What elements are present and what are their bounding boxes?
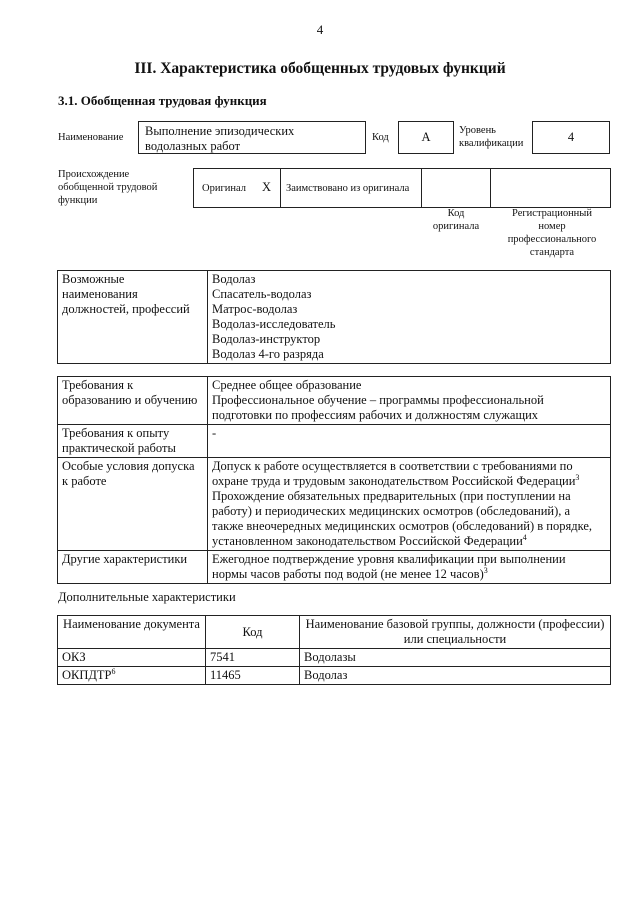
position-item: Спасатель-водолаз: [212, 287, 312, 301]
original-label: Оригинал: [202, 183, 246, 194]
col-doc-header: Наименование документа: [58, 616, 206, 649]
position-item: Водолаз 4-го разряда: [212, 347, 324, 361]
divider: [280, 169, 281, 207]
level-value-box: [532, 121, 610, 154]
additional-title: Дополнительные характеристики: [58, 590, 236, 604]
col-code-header: Код: [206, 616, 300, 649]
footnote-ref: 6: [111, 666, 116, 676]
education-value: [208, 377, 611, 425]
footnote-ref: 3: [483, 565, 488, 575]
name-value-box: [138, 121, 366, 154]
position-item: Водолаз: [212, 272, 256, 286]
education-label: Требования к образованию и обучению: [58, 377, 208, 425]
doc-cell: ОКПДТР$^6$: [58, 667, 206, 685]
code-value-box: [398, 121, 454, 154]
footnote-ref: 3: [575, 472, 580, 482]
table-row: [58, 458, 611, 551]
code-value: А: [421, 130, 431, 144]
other-value: [208, 551, 611, 584]
position-item: Матрос-водолаз: [212, 302, 298, 316]
reg-number-label: Регистрационный номер профессионального стандарта: [507, 208, 597, 258]
position-item: Водолаз-исследователь: [212, 317, 336, 331]
experience-label: Требования к опыту практической работы: [58, 425, 208, 458]
code-cell: 11465: [206, 667, 300, 685]
positions-table: [57, 270, 611, 364]
text-line: работу) и периодических медицинских осмотров (обследований), а: [212, 504, 571, 518]
positions-list: [208, 271, 611, 364]
text-line: также внеочередных медицинских осмотров (обследований) в порядке,: [212, 519, 593, 533]
name-cell: Водолазы: [300, 649, 611, 667]
text-line: Прохождение обязательных предварительных (при поступлении на: [212, 489, 571, 503]
table-row: [58, 551, 611, 584]
conditions-label: Особые условия допуска к работе: [58, 458, 208, 551]
origin-label: Происхождение обобщенной трудовой функции: [58, 169, 158, 206]
other-label: Другие характеристики: [58, 551, 208, 584]
code-cell: 7541: [206, 649, 300, 667]
text-line: подготовки по профессиям рабочих и должностям служащих: [212, 408, 539, 422]
subsection-title: 3.1. Обобщенная трудовая функция: [58, 93, 267, 108]
borrowed-label: Заимствовано из оригинала: [286, 183, 410, 194]
requirements-table: [57, 376, 611, 584]
conditions-value: [208, 458, 611, 551]
additional-table: [57, 615, 611, 685]
text-line: установленном законодательством Российской Федерации$^4$: [212, 532, 527, 548]
table-row: [58, 377, 611, 425]
text-line: Допуск к работе осуществляется в соответствии с требованиями по: [212, 459, 573, 473]
level-label: Уровень квалификации: [459, 125, 524, 149]
positions-label: Возможные наименования должностей, профессий: [58, 271, 208, 364]
code-label: Код: [372, 132, 389, 143]
level-value: 4: [567, 130, 575, 144]
table-row: [58, 425, 611, 458]
section-title: III. Характеристика обобщенных трудовых функций: [134, 60, 506, 77]
experience-value: -: [208, 425, 611, 458]
name-label: Наименование: [58, 132, 124, 143]
code-original-label: Код оригинала: [432, 208, 480, 232]
doc-cell: ОКЗ: [58, 649, 206, 667]
text-line: Профессиональное обучение – программы профессиональной: [212, 393, 544, 407]
col-name-header: Наименование базовой группы, должности (профессии) или специальности: [300, 616, 611, 649]
position-item: Водолаз-инструктор: [212, 332, 321, 346]
text-line: Среднее общее образование: [212, 378, 362, 392]
footnote-ref: 4: [522, 532, 527, 542]
divider: [490, 169, 491, 207]
name-cell: Водолаз: [300, 667, 611, 685]
text-line: Ежегодное подтверждение уровня квалификации при выполнении: [212, 552, 566, 566]
table-header-row: [58, 616, 611, 649]
name-value: Выполнение эпизодических водолазных работ: [145, 124, 295, 153]
table-row: [58, 649, 611, 667]
origin-box: [193, 168, 611, 208]
page-number: 4: [316, 22, 324, 37]
text-line: нормы часов работы под водой (не менее 12 часов)$^3$: [212, 565, 488, 581]
table-row: [58, 667, 611, 685]
original-mark: Х: [262, 180, 272, 194]
divider: [421, 169, 422, 207]
text-line: охране труда и трудовым законодательством Российской Федерации$^3$: [212, 472, 580, 488]
